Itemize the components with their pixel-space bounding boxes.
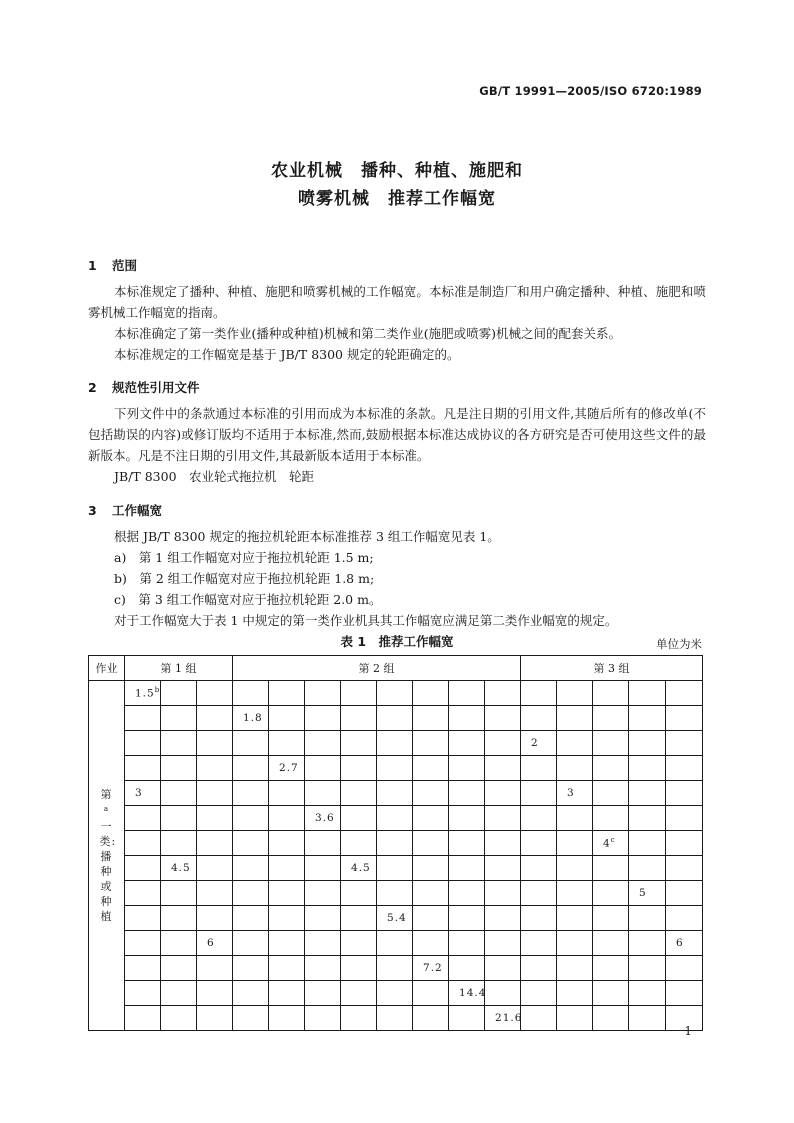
table-cell (521, 681, 557, 706)
table-cell (557, 681, 593, 706)
width-value-cell: 4$^c$ (593, 831, 629, 856)
table-cell (593, 706, 629, 731)
table-cell (233, 681, 269, 706)
table-cell (341, 931, 377, 956)
table-cell (197, 831, 233, 856)
section-2-paragraph-1: 下列文件中的条款通过本标准的引用而成为本标准的条款。凡是注日期的引用文件,其随后所有的修改单(不包括勘误的内容)或修订版均不适用于本标准,然而,鼓励根据本标准达成协议的各方研究是否可使用这些文件的最新版本。凡是不注日期的引用文件,其最新版本适用于本标准。 (88, 406, 706, 463)
table-cell (125, 906, 161, 931)
working-width-table (88, 655, 703, 1031)
table-cell (557, 881, 593, 906)
table-cell (485, 731, 521, 756)
table-cell (341, 956, 377, 981)
table-cell (305, 706, 341, 731)
footnote-marker: c (610, 836, 616, 845)
table-cell (377, 806, 413, 831)
table-row (89, 981, 703, 1006)
table-cell (377, 931, 413, 956)
table-cell (341, 1006, 377, 1031)
table-cell (485, 831, 521, 856)
table-cell (593, 881, 629, 906)
table-row (89, 1006, 703, 1031)
table-cell (341, 681, 377, 706)
table-cell (413, 831, 449, 856)
table-cell (233, 931, 269, 956)
section-1-heading (88, 256, 137, 274)
table-cell (377, 881, 413, 906)
table-cell (305, 1006, 341, 1031)
section-number: 3 (88, 503, 97, 518)
width-value-cell: 1.5$^b$ (125, 681, 161, 706)
table-cell (341, 981, 377, 1006)
width-value-cell: 21.6 (485, 1006, 521, 1031)
table-cell (485, 706, 521, 731)
table-cell (377, 831, 413, 856)
table-cell (521, 956, 557, 981)
table-cell (521, 781, 557, 806)
table-cell (161, 681, 197, 706)
table-cell (449, 906, 485, 931)
width-value-cell: 7.2 (413, 956, 449, 981)
table-cell (629, 681, 666, 706)
table-cell (305, 781, 341, 806)
table-cell (557, 706, 593, 731)
table-cell (269, 1006, 305, 1031)
table-cell (666, 956, 703, 981)
document-title-line1: 农业机械 播种、种植、施肥和 (271, 161, 523, 181)
table-cell (305, 831, 341, 856)
table-cell (413, 731, 449, 756)
table-cell (125, 856, 161, 881)
footnote-marker: b (154, 686, 161, 695)
table-cell (485, 931, 521, 956)
table-row (89, 806, 703, 831)
table-cell (305, 931, 341, 956)
table-cell (666, 856, 703, 881)
table-cell (341, 881, 377, 906)
table-header-group-1: 第 1 组 (125, 656, 233, 681)
list-item-a: a) 第 1 组工作幅宽对应于拖拉机轮距 1.5 m; (114, 550, 374, 565)
table-cell (413, 981, 449, 1006)
width-value-cell: 14.4 (449, 981, 485, 1006)
table-cell (125, 756, 161, 781)
table-cell (629, 781, 666, 806)
table-cell (593, 856, 629, 881)
table-cell (666, 731, 703, 756)
table-cell (305, 856, 341, 881)
table-cell (521, 706, 557, 731)
table-cell (197, 781, 233, 806)
table-cell (449, 931, 485, 956)
table-cell (557, 856, 593, 881)
table-cell (197, 881, 233, 906)
list-item-c: c) 第 3 组工作幅宽对应于拖拉机轮距 2.0 m。 (114, 592, 382, 607)
table-cell (125, 931, 161, 956)
table-cell (341, 756, 377, 781)
table-cell (413, 681, 449, 706)
table-cell (521, 1006, 557, 1031)
table-cell (521, 806, 557, 831)
table-cell (521, 831, 557, 856)
table-cell (666, 881, 703, 906)
table-row (89, 706, 703, 731)
table-cell (269, 881, 305, 906)
table-row (89, 856, 703, 881)
table-cell (197, 706, 233, 731)
table-cell (449, 831, 485, 856)
table-cell (197, 1006, 233, 1031)
table-cell (377, 781, 413, 806)
table-cell (485, 981, 521, 1006)
width-value-cell: 3 (125, 781, 161, 806)
table-cell (449, 781, 485, 806)
table-cell (233, 856, 269, 881)
width-value-cell: 2.7 (269, 756, 305, 781)
section-1-paragraph-3: 本标准规定的工作幅宽是基于 JB/T 8300 规定的轮距确定的。 (114, 347, 460, 362)
section-3-paragraph-1: 根据 JB/T 8300 规定的拖拉机轮距本标准推荐 3 组工作幅宽见表 1。 (114, 529, 500, 544)
table-cell (593, 681, 629, 706)
table-cell (161, 1006, 197, 1031)
table-cell (197, 856, 233, 881)
table-cell (161, 906, 197, 931)
width-value-cell: 2 (521, 731, 557, 756)
table-cell (197, 981, 233, 1006)
table-cell (413, 756, 449, 781)
table-cell (629, 806, 666, 831)
table-cell (485, 906, 521, 931)
normative-reference: JB/T 8300 农业轮式拖拉机 轮距 (114, 469, 315, 484)
list-item-b: b) 第 2 组工作幅宽对应于拖拉机轮距 1.8 m; (114, 571, 375, 586)
section-3-heading (88, 501, 162, 519)
table-cell (197, 806, 233, 831)
table-cell (233, 906, 269, 931)
table-cell (161, 806, 197, 831)
table-cell (269, 781, 305, 806)
document-title-line2: 喷雾机械 推荐工作幅宽 (298, 189, 496, 209)
table-cell (305, 956, 341, 981)
table-cell (269, 731, 305, 756)
width-value-cell: 6 (666, 931, 703, 956)
table-cell (449, 956, 485, 981)
table-cell (521, 881, 557, 906)
footnote-marker: a (103, 804, 110, 813)
table-cell (125, 1006, 161, 1031)
table-cell (413, 931, 449, 956)
table-cell (161, 881, 197, 906)
table-cell (593, 731, 629, 756)
table-cell (233, 831, 269, 856)
table-cell (377, 731, 413, 756)
table-cell (341, 706, 377, 731)
table-row (89, 906, 703, 931)
table-cell (449, 731, 485, 756)
table-cell (413, 856, 449, 881)
section-title: 范围 (112, 258, 138, 273)
table-cell (269, 931, 305, 956)
table-cell (161, 781, 197, 806)
table-cell (557, 831, 593, 856)
table-cell (485, 956, 521, 981)
table-cell (377, 956, 413, 981)
table-cell (161, 756, 197, 781)
table-caption: 表 1 推荐工作幅宽 (340, 634, 454, 649)
width-value-cell: 3.6 (305, 806, 341, 831)
table-cell (593, 931, 629, 956)
table-cell (593, 781, 629, 806)
table-cell (233, 956, 269, 981)
table-cell (557, 956, 593, 981)
table-cell (521, 756, 557, 781)
table-cell (161, 731, 197, 756)
table-cell (197, 681, 233, 706)
table-cell (593, 756, 629, 781)
section-2-heading (88, 378, 200, 396)
table-cell (377, 681, 413, 706)
table-cell (233, 731, 269, 756)
table-cell (666, 981, 703, 1006)
table-row (89, 956, 703, 981)
table-cell (197, 906, 233, 931)
table-cell (449, 681, 485, 706)
table-cell (377, 706, 413, 731)
section-number: 1 (88, 258, 97, 273)
table-cell (449, 1006, 485, 1031)
table-cell (449, 756, 485, 781)
table-cell (233, 756, 269, 781)
table-cell (485, 781, 521, 806)
table-cell (269, 806, 305, 831)
table-header-group-2: 第 2 组 (233, 656, 521, 681)
table-cell (666, 681, 703, 706)
table-cell (629, 831, 666, 856)
table-cell (233, 881, 269, 906)
width-value-cell: 1.8 (233, 706, 269, 731)
table-cell (593, 981, 629, 1006)
table-cell (305, 681, 341, 706)
table-cell (233, 1006, 269, 1031)
table-cell (269, 856, 305, 881)
table-header-group-3: 第 3 组 (521, 656, 703, 681)
table-cell (557, 981, 593, 1006)
section-title: 规范性引用文件 (112, 380, 200, 395)
category-cell (89, 681, 125, 1031)
table-cell (341, 806, 377, 831)
table-cell (413, 781, 449, 806)
table-cell (557, 756, 593, 781)
table-cell (521, 981, 557, 1006)
table-cell (485, 756, 521, 781)
table-unit: 单位为米 (656, 637, 702, 651)
table-cell (593, 806, 629, 831)
table-row (89, 781, 703, 806)
table-cell (197, 731, 233, 756)
table-row (89, 756, 703, 781)
section-1-paragraph-2: 本标准确定了第一类作业(播种或种植)机械和第二类作业(施肥或喷雾)机械之间的配套关系。 (114, 326, 622, 341)
table-cell (269, 681, 305, 706)
table-cell (666, 756, 703, 781)
table-cell (521, 906, 557, 931)
table-cell (377, 856, 413, 881)
width-value-cell: 4.5 (161, 856, 197, 881)
table-cell (666, 906, 703, 931)
table-cell (269, 981, 305, 1006)
table-row (89, 931, 703, 956)
table-cell (449, 706, 485, 731)
section-3-paragraph-2: 对于工作幅宽大于表 1 中规定的第一类作业机具其工作幅宽应满足第二类作业幅宽的规定。 (114, 613, 618, 628)
table-cell (197, 756, 233, 781)
width-value-cell: 6 (197, 931, 233, 956)
table-cell (485, 681, 521, 706)
table-cell (485, 856, 521, 881)
table-cell (341, 781, 377, 806)
table-cell (485, 881, 521, 906)
table-cell (413, 881, 449, 906)
section-title: 工作幅宽 (112, 503, 163, 518)
table-cell (269, 956, 305, 981)
table-cell (161, 706, 197, 731)
table-cell (557, 731, 593, 756)
table-cell (269, 906, 305, 931)
table-cell (125, 831, 161, 856)
table-row (89, 831, 703, 856)
table-cell (161, 931, 197, 956)
table-cell (666, 781, 703, 806)
width-value-cell: 5.4 (377, 906, 413, 931)
table-cell (377, 1006, 413, 1031)
table-cell (449, 856, 485, 881)
table-cell (521, 856, 557, 881)
table-cell (125, 806, 161, 831)
table-cell (305, 881, 341, 906)
table-cell (413, 1006, 449, 1031)
table-cell (233, 981, 269, 1006)
table-cell (557, 1006, 593, 1031)
category-label: 第$^a$一类:播种或种植 (99, 787, 117, 924)
table-cell (593, 1006, 629, 1031)
table-cell (666, 806, 703, 831)
table-cell (629, 756, 666, 781)
table-cell (269, 831, 305, 856)
table-cell (666, 831, 703, 856)
table-cell (161, 831, 197, 856)
table-cell (413, 706, 449, 731)
table-cell (629, 731, 666, 756)
table-cell (629, 1006, 666, 1031)
table-cell (233, 781, 269, 806)
table-cell (629, 906, 666, 931)
width-value-cell: 4.5 (341, 856, 377, 881)
table-cell (341, 831, 377, 856)
table-cell (557, 906, 593, 931)
table-cell (125, 731, 161, 756)
standard-number: GB/T 19991—2005/ISO 6720:1989 (479, 84, 702, 98)
table-cell (161, 956, 197, 981)
table-row (89, 731, 703, 756)
table-cell (521, 931, 557, 956)
section-number: 2 (88, 380, 97, 395)
table-cell (449, 881, 485, 906)
table-cell (629, 706, 666, 731)
table-cell (341, 731, 377, 756)
table-cell (161, 981, 197, 1006)
table-cell (593, 956, 629, 981)
table-cell (413, 906, 449, 931)
table-cell (125, 956, 161, 981)
table-header-operation: 作业 (89, 656, 125, 681)
table-cell (413, 806, 449, 831)
table-cell (305, 731, 341, 756)
table-cell (269, 706, 305, 731)
table-cell (666, 706, 703, 731)
table-cell (557, 931, 593, 956)
table-row (89, 681, 703, 706)
table-cell (377, 981, 413, 1006)
table-cell (125, 881, 161, 906)
section-1-paragraph-1: 本标准规定了播种、种植、施肥和喷雾机械的工作幅宽。本标准是制造厂和用户确定播种、种植、施肥和喷雾机械工作幅宽的指南。 (88, 284, 706, 320)
table-cell (197, 956, 233, 981)
table-cell (341, 906, 377, 931)
table-cell (305, 906, 341, 931)
width-value-cell: 3 (557, 781, 593, 806)
table-cell (629, 931, 666, 956)
table-cell (485, 806, 521, 831)
table-row (89, 881, 703, 906)
table-cell (629, 956, 666, 981)
table-cell (305, 981, 341, 1006)
width-value-cell: 5 (629, 881, 666, 906)
page-number: 1 (684, 1024, 692, 1038)
table-cell (557, 806, 593, 831)
table-cell (125, 706, 161, 731)
table-cell (449, 806, 485, 831)
table-cell (629, 856, 666, 881)
table-cell (305, 756, 341, 781)
table-cell (593, 906, 629, 931)
table-cell (233, 806, 269, 831)
table-cell (629, 981, 666, 1006)
table-cell (125, 981, 161, 1006)
table-cell (377, 756, 413, 781)
